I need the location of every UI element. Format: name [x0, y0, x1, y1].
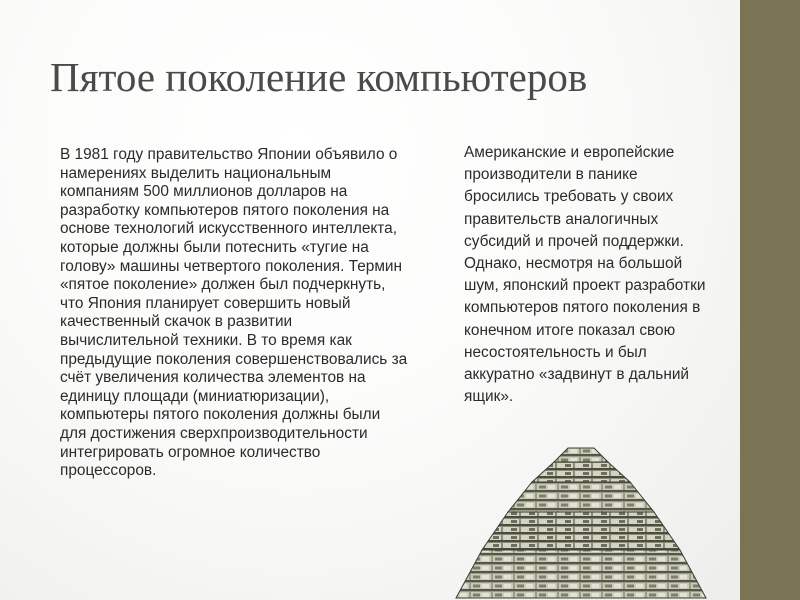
right-paragraph: Американские и европейские производители в панике бросились требовать у своих правительств аналогичных субсидий и прочей поддержки. Однако, несмотря на большой шум, японский проект разработки компьютеров пятого поколения в конечном итоге показал свою несостоятельность и был аккуратно «задвинут в дальний ящик».: [464, 144, 706, 406]
slide-title: Пятое поколение компьютеров: [50, 54, 588, 100]
money-stack-pile-icon: [448, 438, 714, 600]
left-paragraph: В 1981 году правительство Японии объявило о намерениях выделить национальным компаниям 500 миллионов долларов на разработку компьютеров пятого поколения на основе технологий искусственного интеллекта, которые должны были потеснить «тугие на голову» машины четвертого поколения. Термин «пятое поколение» должен был подчеркнуть, что Япония планирует совершить новый качественный скачок в развитии вычислительной техники. В то время как предыдущие поколения совершенствовались за счёт увеличения количества элементов на единицу площади (миниатюризации), компьютеры пятого поколения должны были для достижения сверхпроизводительности интегрировать огромное количество процессоров.: [60, 146, 408, 480]
accent-side-bar: [740, 0, 800, 600]
